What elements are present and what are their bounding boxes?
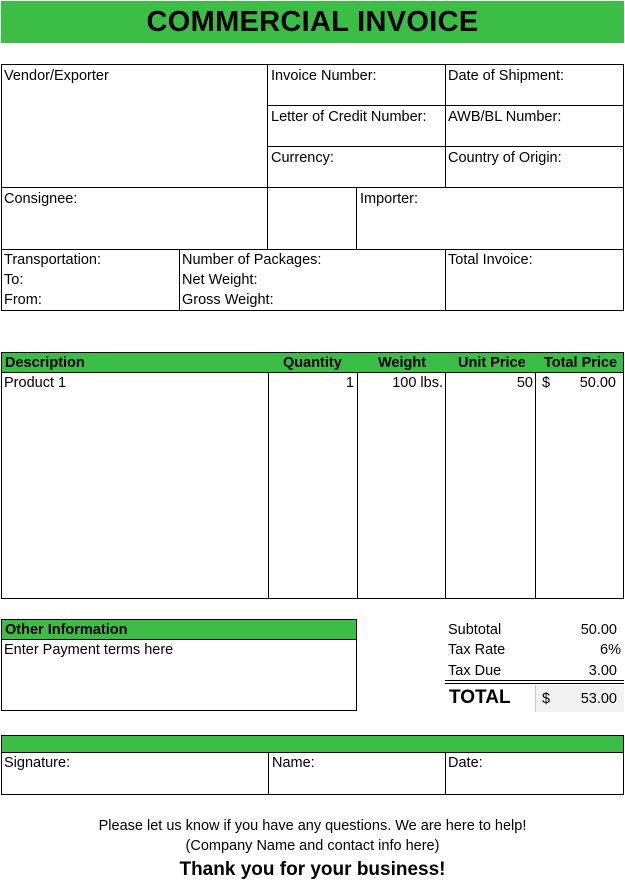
currency-label: Currency:	[271, 150, 334, 166]
date-of-shipment-label: Date of Shipment:	[448, 68, 565, 84]
payment-terms-text: Enter Payment terms here	[4, 642, 174, 658]
item-currency: $	[542, 375, 551, 391]
tax-rate-value: 6%	[600, 642, 621, 658]
date-cell[interactable]	[445, 752, 624, 795]
total-value-box	[535, 685, 624, 712]
transportation-cell[interactable]	[1, 249, 180, 311]
awb-bl-label: AWB/BL Number:	[448, 109, 562, 125]
vendor-exporter-label: Vendor/Exporter	[4, 68, 109, 84]
total-value: 53.00	[580, 691, 617, 707]
date-of-shipment-cell[interactable]	[445, 64, 624, 106]
name-label: Name:	[272, 755, 315, 771]
tax-due-label: Tax Due	[448, 663, 502, 679]
invoice-title: COMMERCIAL INVOICE	[146, 5, 479, 38]
importer-cell[interactable]	[356, 187, 624, 250]
total-price-header: Total Price	[544, 355, 618, 371]
to-label: To:	[4, 272, 24, 288]
subtotal-label: Subtotal	[448, 622, 502, 638]
importer-label: Importer:	[360, 191, 419, 207]
weight-column[interactable]	[357, 372, 446, 599]
item-weight: 100 lbs.	[392, 375, 443, 391]
other-info-header-bar	[1, 619, 357, 640]
tax-rate-label: Tax Rate	[448, 642, 506, 658]
item-description: Product 1	[4, 375, 67, 391]
total-label: TOTAL	[449, 687, 511, 708]
quantity-header: Quantity	[283, 355, 342, 371]
items-header-bar	[1, 352, 624, 373]
tax-due-value: 3.00	[588, 663, 617, 679]
total-currency: $	[542, 691, 551, 707]
currency-cell[interactable]	[267, 146, 446, 188]
unit-price-column[interactable]	[445, 372, 536, 599]
signature-label: Signature:	[4, 755, 71, 771]
gross-weight-label: Gross Weight:	[182, 292, 274, 308]
name-cell[interactable]	[268, 752, 446, 795]
subtotal-value: 50.00	[580, 622, 617, 638]
vendor-exporter-cell[interactable]	[1, 64, 268, 188]
signature-header-bar	[1, 735, 624, 753]
awb-bl-cell[interactable]	[445, 105, 624, 147]
other-info-header: Other Information	[5, 622, 128, 638]
footer-company-info: (Company Name and contact info here)	[185, 838, 440, 854]
country-of-origin-cell[interactable]	[445, 146, 624, 188]
invoice-title-bar	[1, 1, 624, 43]
other-info-box[interactable]	[1, 639, 357, 711]
invoice-number-cell[interactable]	[267, 64, 446, 106]
letter-of-credit-label: Letter of Credit Number:	[271, 109, 427, 125]
net-weight-label: Net Weight:	[182, 272, 258, 288]
quantity-column[interactable]	[268, 372, 358, 599]
description-column[interactable]	[1, 372, 269, 599]
footer-help-text: Please let us know if you have any questions. We are here to help!	[98, 818, 527, 834]
country-of-origin-label: Country of Origin:	[448, 150, 562, 166]
consignee-extra-cell[interactable]	[267, 187, 357, 250]
letter-of-credit-cell[interactable]	[267, 105, 446, 147]
transportation-label: Transportation:	[4, 252, 101, 268]
number-of-packages-label: Number of Packages:	[182, 252, 322, 268]
invoice-number-label: Invoice Number:	[271, 68, 377, 84]
total-invoice-label: Total Invoice:	[448, 252, 533, 268]
total-invoice-cell[interactable]	[445, 249, 624, 311]
item-unit-price: 50	[516, 375, 533, 391]
consignee-cell[interactable]	[1, 187, 268, 250]
packages-cell[interactable]	[179, 249, 446, 311]
unit-price-header: Unit Price	[458, 355, 526, 371]
from-label: From:	[4, 292, 42, 308]
total-double-rule	[445, 680, 624, 684]
footer-thanks: Thank you for your business!	[179, 859, 446, 880]
weight-header: Weight	[378, 355, 427, 371]
item-quantity: 1	[345, 375, 354, 391]
description-header: Description	[5, 355, 85, 371]
total-price-column[interactable]	[535, 372, 624, 599]
item-total-price: 50.00	[579, 375, 616, 391]
date-label: Date:	[448, 755, 483, 771]
consignee-label: Consignee:	[4, 191, 78, 207]
signature-cell[interactable]	[1, 752, 269, 795]
